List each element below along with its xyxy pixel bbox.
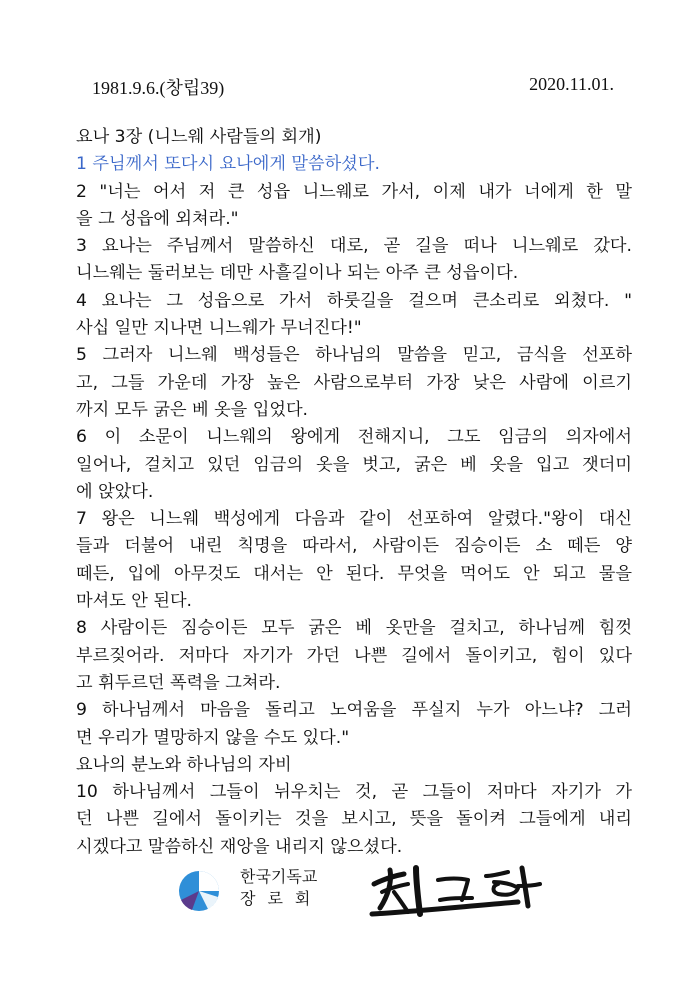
org-line-1: 한국기독교 bbox=[240, 867, 318, 886]
text-line: 던 나쁜 길에서 돌이키는 것을 보시고, 뜻을 돌이켜 그들에게 내리 bbox=[76, 809, 632, 830]
text-line: 10 하나님께서 그들이 뉘우치는 것, 곧 그들이 저마다 자기가 가 bbox=[76, 782, 632, 803]
text-line: 까지 모두 굵은 베 옷을 입었다. bbox=[76, 399, 309, 420]
org-line-2: 장로회 bbox=[240, 889, 323, 908]
church-emblem-icon bbox=[178, 870, 220, 912]
text-line: 7 왕은 니느웨 백성에게 다음과 같이 선포하여 알렸다."왕이 대신 bbox=[76, 509, 632, 530]
footer bbox=[0, 860, 700, 920]
text-line: 들과 더불어 내린 칙명을 따라서, 사람이든 짐승이든 소 떼든 양 bbox=[76, 536, 632, 557]
text-line: 3 요나는 주님께서 말씀하신 대로, 곧 길을 떠나 니느웨로 갔다. bbox=[76, 236, 632, 257]
text-line: 2 "너는 어서 저 큰 성읍 니느웨로 가서, 이제 내가 너에게 한 말 bbox=[76, 181, 632, 202]
text-line: 일어나, 걸치고 있던 임금의 옷을 벗고, 굵은 베 옷을 입고 잿더미 bbox=[76, 454, 632, 475]
text-line: 사십 일만 지나면 니느웨가 무너진다!" bbox=[76, 318, 362, 339]
text-line: 요나 3장 (니느웨 사람들의 회개) bbox=[76, 127, 322, 147]
text-line: 에 앉았다. bbox=[76, 481, 154, 502]
text-line: 부르짖어라. 저마다 자기가 가던 나쁜 길에서 돌이키고, 힘이 있다 bbox=[76, 645, 632, 666]
text-line: 1 주님께서 또다시 요나에게 말씀하셨다. bbox=[76, 154, 380, 175]
organization-name bbox=[240, 866, 322, 910]
founding-date: 1981.9.6.(창립39) bbox=[92, 78, 225, 98]
scripture-body bbox=[76, 124, 632, 861]
text-line: 을 그 성읍에 외쳐라." bbox=[76, 208, 239, 229]
text-line: 마셔도 안 된다. bbox=[76, 591, 193, 612]
text-line: 9 하나님께서 마음을 돌리고 노여움을 푸실지 누가 아느냐? 그러 bbox=[76, 700, 632, 721]
text-line: 4 요나는 그 성읍으로 가서 하룻길을 걸으며 큰소리로 외쳤다. " bbox=[76, 290, 632, 311]
signature-image-icon bbox=[368, 862, 544, 920]
document-header bbox=[0, 74, 700, 100]
text-line: 6 이 소문이 니느웨의 왕에게 전해지니, 그도 임금의 의자에서 bbox=[76, 427, 632, 448]
text-line: 5 그러자 니느웨 백성들은 하나님의 말씀을 믿고, 금식을 선포하 bbox=[76, 345, 632, 366]
text-line: 8 사람이든 짐승이든 모두 굵은 베 옷만을 걸치고, 하나님께 힘껏 bbox=[76, 618, 632, 639]
issue-date: 2020.11.01. bbox=[529, 74, 614, 94]
text-line: 면 우리가 멸망하지 않을 수도 있다." bbox=[76, 727, 350, 748]
text-line: 니느웨는 둘러보는 데만 사흘길이나 되는 아주 큰 성읍이다. bbox=[76, 263, 519, 284]
text-line: 떼든, 입에 아무것도 대서는 안 된다. 무엇을 먹어도 안 되고 물을 bbox=[76, 563, 632, 584]
text-line: 고, 그들 가운데 가장 높은 사람으로부터 가장 낮은 사람에 이르기 bbox=[76, 372, 632, 393]
text-line: 요나의 분노와 하나님의 자비 bbox=[76, 754, 292, 775]
text-line: 고 휘두르던 폭력을 그쳐라. bbox=[76, 672, 281, 693]
text-line: 시겠다고 말씀하신 재앙을 내리지 않으셨다. bbox=[76, 836, 403, 857]
